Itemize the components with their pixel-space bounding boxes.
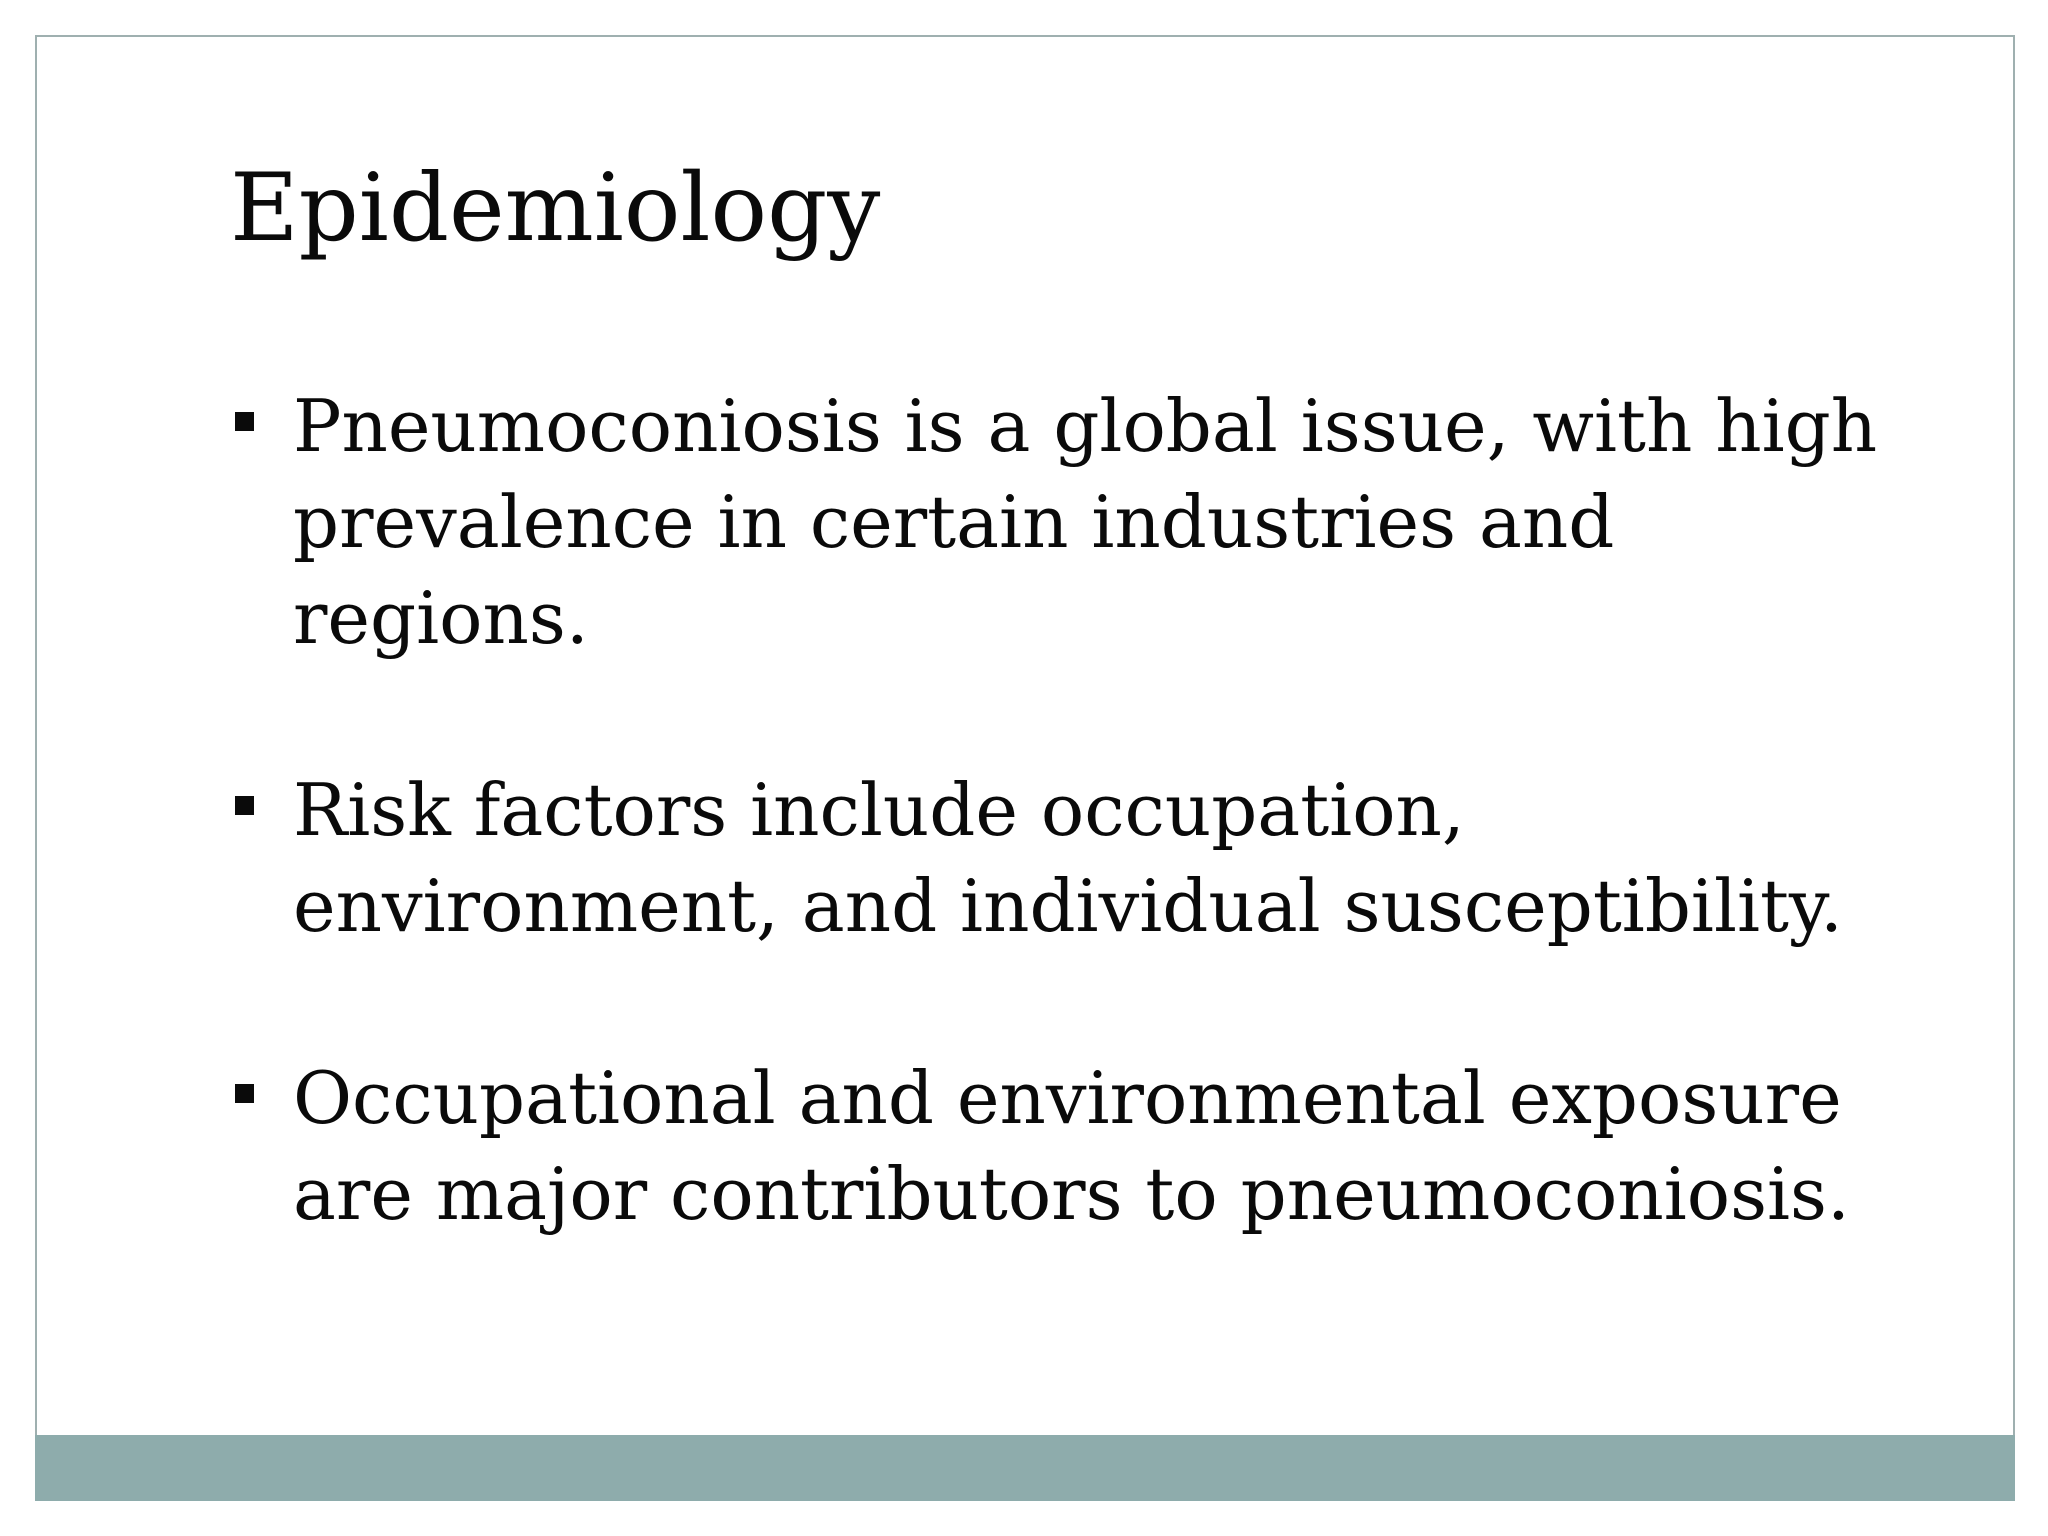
bullet-text: Occupational and environmental exposure are major contributors to pneumoconiosis. (293, 1056, 1850, 1236)
square-bullet-icon (235, 412, 254, 431)
bullet-text: Pneumoconiosis is a global issue, with high prevalence in certain industries and regions. (293, 384, 1878, 660)
bullet-text: Risk factors include occupation, environment, and individual susceptibility. (293, 768, 1843, 948)
footer-bar (35, 1435, 2015, 1501)
list-item (230, 762, 1930, 954)
bullet-list (230, 378, 1930, 1242)
square-bullet-icon (235, 796, 254, 815)
list-item (230, 1050, 1930, 1242)
slide-title: Epidemiology (230, 154, 881, 263)
list-item (230, 378, 1930, 666)
square-bullet-icon (235, 1084, 254, 1103)
